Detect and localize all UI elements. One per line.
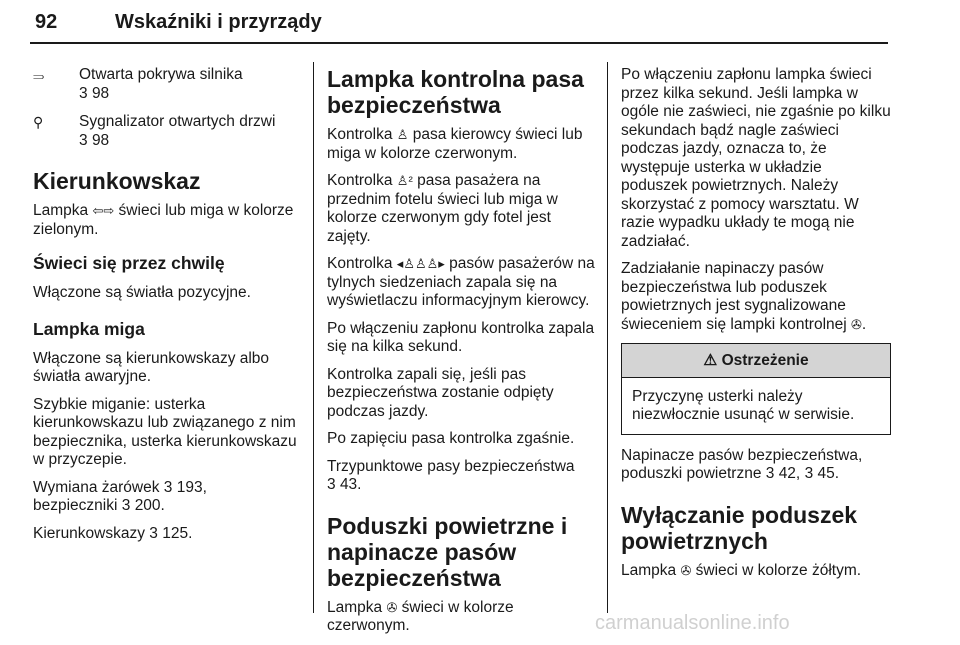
ref-arrow-icon: 3 xyxy=(163,478,173,496)
seatbelt-rear-paragraph xyxy=(327,255,595,311)
heading-airbags: Poduszki powietrzne i napinacze pasów bezpieczeństwa xyxy=(327,512,568,591)
indicator-door-label: Sygnalizator otwartych drzwi xyxy=(79,113,276,130)
warning-title: Ostrzeżenie xyxy=(721,352,809,369)
column-3 xyxy=(621,66,891,589)
ref-arrow-icon: 3 xyxy=(79,131,88,149)
airbag-icon: ✇ xyxy=(386,599,398,615)
text-span: pasa kierowcy świeci lub miga w kolorze czerwonym. xyxy=(327,126,583,162)
text-span: Kontrolka xyxy=(327,126,397,143)
watermark: carmanualsonline.info xyxy=(595,612,790,634)
blink-paragraph: Włączone są kierunkowskazy albo światła awaryjne. xyxy=(33,349,270,385)
page-title: Wskaźniki i przyrządy xyxy=(115,11,322,33)
warning-text: Przyczynę usterki należy niezwłocznie usunąć w serwisie. xyxy=(632,387,855,423)
warning-icon: ⚠ xyxy=(703,352,718,369)
text-span: bezpieczniki xyxy=(33,497,122,514)
indicator-door xyxy=(33,113,303,150)
page-ref-link[interactable]: 98 xyxy=(91,131,110,149)
page-ref-link[interactable]: 43. xyxy=(339,476,362,493)
seatbelt-passenger-paragraph xyxy=(327,172,595,246)
text-span: świeci w kolorze czerwonym. xyxy=(327,598,514,634)
column-1 xyxy=(33,66,303,552)
text-span: Kierunkowskazy xyxy=(33,524,150,542)
replacement-paragraph xyxy=(33,479,303,516)
ref-arrow-icon: 3 xyxy=(327,476,336,493)
text-span: Wymiana żarówek xyxy=(33,478,164,496)
airbag-fault-paragraph: Po włączeniu zapłonu lampka świeci przez kilka sekund. Jeśli lampka w ogóle nie zaświeci, nie zgaśnie po kilku sekundach bądź nagle zaświeci podczas jazdy, oznacza to, że występuje usterka w układzie poduszek powietrznych. Należy skorzystać z pomocy warsztatu. W razie wypadku układy te mogą nie zadziałać. xyxy=(621,66,891,250)
warning-box xyxy=(621,343,891,435)
text-span: pasa pasażera na przednim fotelu świeci lub miga w kolorze czerwonym gdy fotel jest zajęty. xyxy=(327,172,558,245)
seatbelt-rear-icon: ◂♙♙♙▸ xyxy=(396,256,445,271)
heading-blink: Lampka miga xyxy=(33,318,145,339)
text-span: Lampka xyxy=(621,561,681,579)
page-ref-link[interactable]: 45. xyxy=(817,465,840,482)
heading-brief: Świeci się przez chwilę xyxy=(33,253,225,273)
text-span: pasów pasażerów na tylnych siedzeniach zapala się na wyświetlaczu informacyjnym kierowcy. xyxy=(327,255,595,309)
text-span: świeci w kolorze żółtym. xyxy=(691,561,862,579)
ref-arrow-icon: 3 xyxy=(804,465,814,482)
airbag-off-paragraph xyxy=(621,562,891,581)
page-ref-link[interactable]: 98 xyxy=(91,84,110,102)
airbag-deploy-paragraph xyxy=(621,260,891,334)
turn-signal-icon: ⇦⇨ xyxy=(92,203,115,218)
airbag-icon: ✇ xyxy=(851,316,862,332)
page-ref-link[interactable]: 42, xyxy=(778,465,801,482)
seatbelt-unbuckled-paragraph: Kontrolka zapali się, jeśli pas bezpieczeństwa zostanie odpięty podczas jazdy. xyxy=(327,365,554,420)
seatbelt-icon: ♙ xyxy=(396,127,409,142)
page-header xyxy=(30,0,888,44)
ref-arrow-icon: 3 xyxy=(765,465,775,482)
text-span: . xyxy=(861,315,867,333)
indicator-bonnet-label: Otwarta pokrywa silnika xyxy=(79,66,243,83)
text-span: świeci lub miga w kolorze zielonym. xyxy=(33,202,294,238)
airbag-paragraph xyxy=(327,599,595,636)
brief-paragraph: Włączone są światła pozycyjne. xyxy=(33,284,251,301)
seatbelt-ref-paragraph xyxy=(327,458,595,495)
page-number: 92 xyxy=(35,11,58,33)
turn-ref-paragraph xyxy=(33,525,303,544)
page-ref-link[interactable]: 200. xyxy=(134,497,165,514)
seatbelt-ignition-paragraph: Po włączeniu zapłonu kontrolka zapala się na kilka sekund. xyxy=(327,319,595,355)
text-span: Zadziałanie napinaczy pasów bezpieczeństwa lub poduszek powietrznych jest sygnalizowane świeceniem się lampki kontrolnej xyxy=(621,260,852,333)
indicator-bonnet xyxy=(33,66,303,103)
seatbelt-passenger-icon: ♙² xyxy=(396,173,413,188)
page-ref-link[interactable]: 193, xyxy=(176,478,207,496)
door-open-icon: ⚲ xyxy=(33,114,44,130)
ref-arrow-icon: 3 xyxy=(121,497,131,514)
seatbelt-buckled-paragraph: Po zapięciu pasa kontrolka zgaśnie. xyxy=(327,430,575,447)
warning-header xyxy=(622,344,890,378)
page-ref-link[interactable]: 125. xyxy=(162,524,193,542)
text-span: Trzypunktowe pasy bezpieczeństwa xyxy=(327,457,575,475)
text-span: Lampka xyxy=(33,202,93,219)
ref-arrow-icon: 3 xyxy=(149,524,158,542)
ref-arrow-icon: 3 xyxy=(79,84,88,102)
text-span: Lampka xyxy=(327,598,387,616)
text-span: Kontrolka xyxy=(327,255,397,272)
text-span: Napinacze pasów bezpieczeństwa, poduszki powietrzne xyxy=(621,446,863,482)
column-divider xyxy=(313,62,314,613)
bonnet-open-icon: ⥰ xyxy=(33,67,45,83)
airbag-ref-paragraph xyxy=(621,447,891,484)
column-2 xyxy=(327,66,595,645)
heading-seatbelt: Lampka kontrolna pasa bezpieczeństwa xyxy=(327,66,584,118)
text-span: Kontrolka xyxy=(327,172,397,189)
turn-paragraph xyxy=(33,202,303,239)
seatbelt-driver-paragraph xyxy=(327,126,595,163)
header-rule xyxy=(30,42,888,44)
heading-airbag-off: Wyłączanie poduszek powietrznych xyxy=(621,501,858,554)
column-divider xyxy=(607,62,608,613)
airbag-off-icon: ✇ xyxy=(680,562,692,578)
heading-turn-signal: Kierunkowskaz xyxy=(33,168,201,194)
fast-blink-paragraph: Szybkie miganie: usterka kierunkowskazu lub związanego z nim bezpiecznika, usterka kierunkowskazu w przyczepie. xyxy=(33,395,297,468)
